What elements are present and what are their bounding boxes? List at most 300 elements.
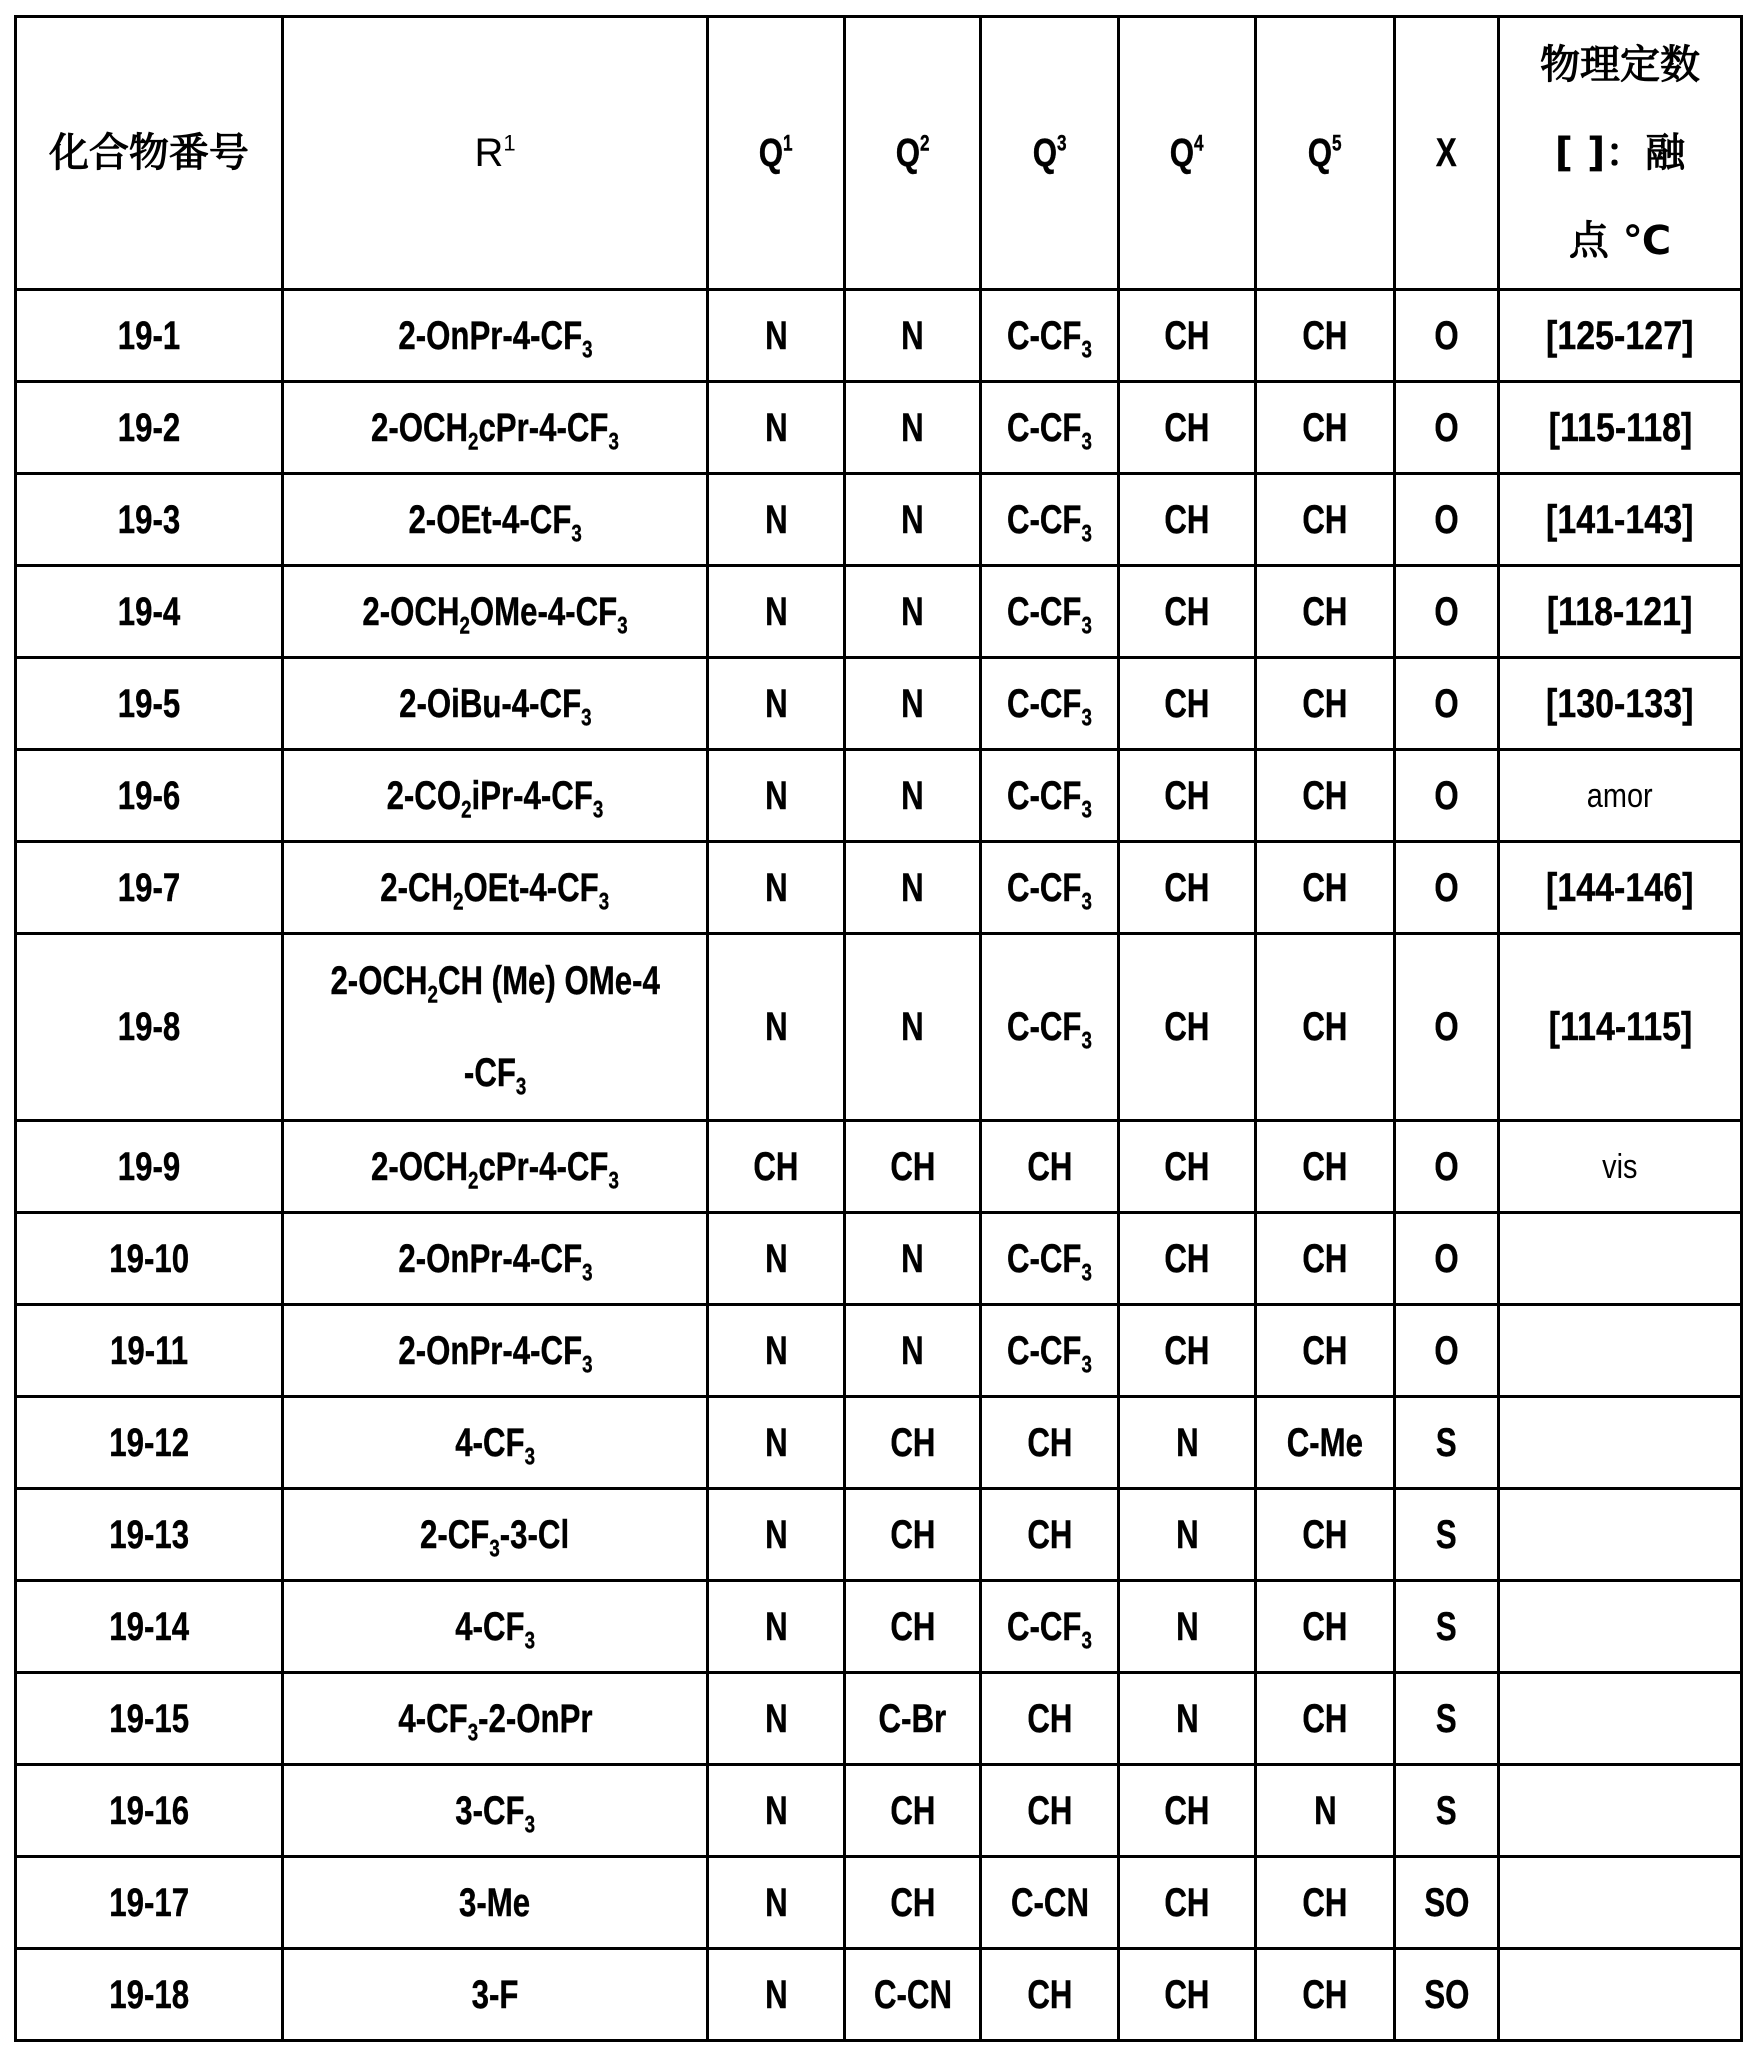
cell-value: CH [1164,405,1210,450]
cell-q3 [981,1765,1119,1857]
cell-value: CH [1026,1696,1073,1741]
subscript: 2 [453,887,464,915]
cell-r1 [282,1949,707,2041]
cell-x [1394,1857,1498,1949]
cell-value: CH [1164,681,1210,726]
cell-q5 [1256,1949,1394,2041]
cell-value [420,1512,570,1562]
cell-value: N [901,589,924,634]
cell-value: 19-8 [117,1005,181,1049]
compound-table [14,15,1743,2042]
cell-q4 [1118,1765,1256,1857]
cell-value: [115-118] [1548,405,1692,450]
text-segment: 4-CF [397,1696,468,1741]
cell-value: CH [1026,1788,1073,1833]
cell-x [1394,934,1498,1121]
cell-value: N [764,497,788,542]
cell-value: CH [1164,497,1210,542]
cell-q2 [844,474,980,566]
cell-value: [118-121] [1547,589,1693,634]
cell-value: [130-133] [1546,681,1694,726]
header-label [1436,133,1457,173]
header-label [895,130,930,175]
cell-value [1007,1604,1093,1654]
table-row [16,1397,1742,1489]
cell-r1 [282,934,707,1121]
cell-value: O [1434,589,1459,634]
cell-phys [1499,1305,1742,1397]
cell-x [1394,1121,1498,1213]
cell-value: 19-2 [117,405,181,450]
cell-q1 [708,934,845,1121]
table-row [16,290,1742,382]
header-label [1032,130,1067,175]
header-label-text: Q [895,131,920,175]
cell-x [1394,290,1498,382]
cell-r1 [282,1121,707,1213]
cell-value: N [1175,1512,1199,1557]
cell-value: CH [1164,1972,1210,2017]
cell-q4 [1118,382,1256,474]
text-segment: 4-CF [455,1604,525,1649]
text-segment: C-CF [1007,589,1082,634]
cell-phys [1499,750,1742,842]
subscript: 3 [599,887,610,915]
table-row [16,842,1742,934]
cell-q1 [708,1213,845,1305]
subscript: 3 [580,703,592,731]
cell-value: CH [1302,1328,1348,1373]
text-segment: 4-CF [455,1420,525,1465]
header-label-text: Q [1170,131,1195,175]
cell-q3 [981,382,1119,474]
table-row [16,1581,1742,1673]
cell-q3 [981,566,1119,658]
cell-phys [1499,1121,1742,1213]
subscript: 3 [1081,795,1093,823]
cell-value: CH [1302,865,1348,910]
cell-value: CH [1164,313,1210,358]
cell-value [408,497,582,547]
cell-value: CH [890,1512,936,1557]
cell-compound-no [16,1121,283,1213]
cell-phys [1499,382,1742,474]
cell-q2 [844,842,980,934]
cell-value: 19-12 [109,1420,189,1465]
cell-q3 [981,1857,1119,1949]
text-segment: 2-OnPr-4-CF [397,313,582,358]
cell-value: N [764,313,788,358]
cell-q5 [1256,1489,1394,1581]
cell-q4 [1118,842,1256,934]
cell-q4 [1118,566,1256,658]
header-superscript: 3 [1056,130,1067,156]
table-row [16,1857,1742,1949]
cell-q1 [708,474,845,566]
text-segment: CH (Me) OMe-4 [437,959,660,1003]
cell-value: N [764,1788,788,1833]
cell-value [380,865,610,915]
cell-value: 19-5 [117,681,181,726]
cell-r1 [282,658,707,750]
cell-value [371,405,619,455]
header-label [1170,130,1205,175]
subscript: 3 [581,1350,593,1378]
subscript: 3 [581,1258,593,1286]
cell-x [1394,1305,1498,1397]
subscript: 3 [524,1442,535,1470]
cell-value: N [764,405,788,450]
cell-q3 [981,474,1119,566]
cell-value: CH [1026,1144,1073,1189]
cell-value: N [901,1005,924,1049]
header-label [474,130,516,175]
cell-value: S [1436,1604,1457,1649]
cell-value: N [901,497,924,542]
cell-q4 [1118,1489,1256,1581]
table-row [16,1121,1742,1213]
header-superscript: 5 [1332,130,1343,156]
subscript: 3 [489,1534,501,1562]
cell-value [1007,313,1093,363]
cell-value: CH [1302,1972,1348,2017]
cell-q3 [981,934,1119,1121]
cell-value: 19-9 [117,1144,181,1189]
cell-value [1007,497,1093,547]
subscript: 3 [1081,335,1093,363]
cell-value: 3-Me [459,1880,531,1925]
table-row [16,1305,1742,1397]
cell-q1 [708,1673,845,1765]
cell-value: O [1434,1144,1459,1189]
cell-q2 [844,1673,980,1765]
cell-value: O [1434,405,1459,450]
cell-phys [1499,1857,1742,1949]
text-segment: 2-CF [420,1512,490,1557]
cell-value: C-Me [1287,1420,1364,1465]
cell-value: 19-13 [109,1512,189,1557]
cell-phys [1499,290,1742,382]
cell-q3 [981,750,1119,842]
cell-r1 [282,750,707,842]
subscript: 3 [1081,519,1093,547]
cell-value [1007,589,1093,639]
cell-value: N [764,1328,788,1373]
text-segment: -CF [463,1051,516,1095]
cell-x [1394,1397,1498,1489]
table-header-row [16,17,1742,290]
cell-q5 [1256,382,1394,474]
subscript: 3 [1081,703,1093,731]
cell-value: N [764,1512,788,1557]
text-segment: C-CF [1007,681,1082,726]
cell-value: 19-17 [109,1880,189,1925]
cell-value: CH [1302,405,1348,450]
cell-value: C-CN [1010,1880,1089,1925]
cell-value: CH [1302,1696,1348,1741]
cell-value: N [901,773,924,818]
cell-value: CH [890,1144,936,1189]
cell-value: O [1434,773,1459,818]
cell-value: 19-15 [109,1696,189,1741]
cell-value: N [1175,1420,1199,1465]
cell-value: SO [1423,1880,1469,1925]
cell-phys [1499,566,1742,658]
cell-r1 [282,1581,707,1673]
cell-value: N [901,313,924,358]
subscript: 3 [524,1810,535,1838]
text-segment: C-CF [1007,1604,1082,1649]
cell-x [1394,1673,1498,1765]
cell-value [371,1144,619,1194]
subscript: 3 [524,1626,535,1654]
cell-q4 [1118,1949,1256,2041]
cell-phys [1499,1213,1742,1305]
cell-compound-no [16,1673,283,1765]
cell-compound-no [16,290,283,382]
subscript: 3 [1081,887,1093,915]
table-row [16,1949,1742,2041]
cell-value: CH [890,1880,936,1925]
header-superscript: 1 [503,130,516,156]
cell-q1 [708,1581,845,1673]
cell-value: 3-F [471,1972,519,2017]
cell-value: 19-1 [117,313,181,358]
cell-value: C-Br [878,1696,947,1741]
cell-q3 [981,1581,1119,1673]
cell-q3 [981,1397,1119,1489]
text-segment: C-CF [1007,405,1082,450]
text-segment: cPr-4-CF [478,1144,609,1189]
cell-value: CH [1302,497,1348,542]
cell-compound-no [16,1397,283,1489]
cell-value: N [764,1005,788,1049]
cell-value: O [1434,1328,1459,1373]
cell-value: vis [1602,1147,1638,1186]
cell-q2 [844,1213,980,1305]
cell-value: CH [1164,1788,1210,1833]
cell-r1 [282,474,707,566]
cell-q4 [1118,750,1256,842]
header-superscript: 4 [1194,130,1205,156]
cell-q4 [1118,290,1256,382]
cell-q2 [844,1489,980,1581]
cell-q3 [981,1305,1119,1397]
cell-r1 [282,1489,707,1581]
cell-q3 [981,1213,1119,1305]
cell-value: CH [1164,865,1210,910]
cell-compound-no [16,842,283,934]
subscript: 3 [1081,1350,1093,1378]
cell-value: CH [1164,1328,1210,1373]
cell-q2 [844,290,980,382]
cell-value [1007,1328,1093,1378]
cell-q1 [708,1857,845,1949]
cell-q3 [981,290,1119,382]
cell-q2 [844,1397,980,1489]
cell-x [1394,382,1498,474]
cell-compound-no [16,382,283,474]
cell-value: CH [890,1604,936,1649]
text-segment: 2-OCH [371,405,469,450]
cell-value: S [1436,1788,1457,1833]
header-label-text: Q [1308,131,1333,175]
cell-q3 [981,842,1119,934]
cell-x [1394,474,1498,566]
cell-q2 [844,566,980,658]
cell-value: O [1434,865,1459,910]
cell-value: N [901,405,924,450]
cell-compound-no [16,1581,283,1673]
cell-x [1394,1489,1498,1581]
cell-value: [125-127] [1546,313,1694,358]
cell-value: 19-18 [109,1972,189,2017]
cell-value: SO [1423,1972,1469,2017]
cell-q1 [708,1949,845,2041]
cell-value: N [901,865,924,910]
cell-value: CH [1302,1005,1348,1049]
column-header-q4 [1118,17,1256,290]
cell-value [397,1328,593,1378]
cell-value: O [1434,313,1459,358]
cell-value: C-CN [873,1972,952,2017]
cell-phys [1499,474,1742,566]
cell-q1 [708,750,845,842]
cell-value: N [764,1972,788,2017]
text-segment: cPr-4-CF [478,405,609,450]
cell-value: N [764,1420,788,1465]
cell-value: N [764,1880,788,1925]
cell-q5 [1256,1857,1394,1949]
cell-value: CH [1164,1236,1210,1281]
cell-value [330,935,659,1119]
text-segment: OEt-4-CF [463,865,600,910]
column-header-r1 [282,17,707,290]
cell-compound-no [16,566,283,658]
subscript: 2 [468,1166,479,1194]
cell-value [386,773,604,823]
cell-r1 [282,1857,707,1949]
table-body [16,290,1742,2041]
cell-value [362,589,628,639]
cell-phys [1499,1765,1742,1857]
cell-value: CH [1164,1144,1210,1189]
cell-value: 19-16 [109,1788,189,1833]
cell-q2 [844,750,980,842]
header-superscript: 1 [783,130,793,156]
header-superscript: 2 [919,130,930,156]
cell-value: CH [1302,681,1348,726]
cell-r1 [282,1305,707,1397]
cell-q2 [844,1305,980,1397]
cell-value: N [764,1236,788,1281]
cell-value: [114-115] [1548,1005,1692,1049]
subscript: 2 [461,795,472,823]
cell-compound-no [16,1213,283,1305]
cell-value: CH [1302,1880,1348,1925]
cell-phys [1499,1673,1742,1765]
cell-value: N [1175,1604,1199,1649]
cell-value [1007,865,1093,915]
cell-compound-no [16,1949,283,2041]
column-header-phys [1499,17,1742,290]
cell-q5 [1256,842,1394,934]
text-segment: 2-OCH [330,959,428,1003]
cell-q5 [1256,934,1394,1121]
header-label-text: Q [759,131,784,175]
cell-r1 [282,1397,707,1489]
cell-phys [1499,1949,1742,2041]
cell-q5 [1256,1213,1394,1305]
cell-q1 [708,1489,845,1581]
cell-q5 [1256,1581,1394,1673]
cell-q4 [1118,1857,1256,1949]
text-segment: 2-CO [386,773,462,818]
cell-q4 [1118,1673,1256,1765]
cell-q1 [708,1765,845,1857]
cell-value: O [1434,1236,1459,1281]
cell-q2 [844,1581,980,1673]
header-label [759,130,793,175]
cell-q2 [844,382,980,474]
text-segment: 2-OCH [371,1144,469,1189]
cell-q2 [844,1857,980,1949]
table-row [16,1213,1742,1305]
cell-q5 [1256,566,1394,658]
cell-value: S [1436,1696,1457,1741]
cell-q2 [844,934,980,1121]
cell-q5 [1256,474,1394,566]
header-label-text: 化合物番号 [48,130,249,176]
cell-value: CH [1026,1420,1073,1465]
cell-phys [1499,658,1742,750]
cell-value: O [1434,497,1459,542]
cell-value: 19-11 [109,1328,188,1373]
subscript: 3 [1081,611,1093,639]
cell-q5 [1256,1121,1394,1213]
cell-value: 19-7 [117,865,181,910]
table-row [16,1765,1742,1857]
text-segment: 2-OEt-4-CF [408,497,572,542]
column-header-compound-no [16,17,283,290]
cell-q5 [1256,1765,1394,1857]
cell-phys [1499,1581,1742,1673]
cell-q4 [1118,1213,1256,1305]
text-segment: OMe-4-CF [469,589,618,634]
cell-value: [141-143] [1546,497,1694,542]
text-segment: C-CF [1007,773,1082,818]
cell-compound-no [16,1305,283,1397]
cell-compound-no [16,658,283,750]
table-row [16,382,1742,474]
cell-q2 [844,1765,980,1857]
cell-phys [1499,842,1742,934]
cell-value: CH [1026,1972,1073,2017]
text-segment: C-CF [1007,313,1082,358]
table-row [16,934,1742,1121]
cell-value [1007,773,1093,823]
text-segment: C-CF [1007,865,1082,910]
cell-value: 19-14 [109,1604,189,1649]
cell-value: amor [1587,776,1653,815]
cell-value [398,681,592,731]
cell-value: CH [1164,773,1210,818]
cell-compound-no [16,934,283,1121]
cell-q5 [1256,1305,1394,1397]
header-label [1308,130,1343,175]
text-segment: C-CF [1007,1005,1082,1049]
subscript: 2 [468,427,479,455]
